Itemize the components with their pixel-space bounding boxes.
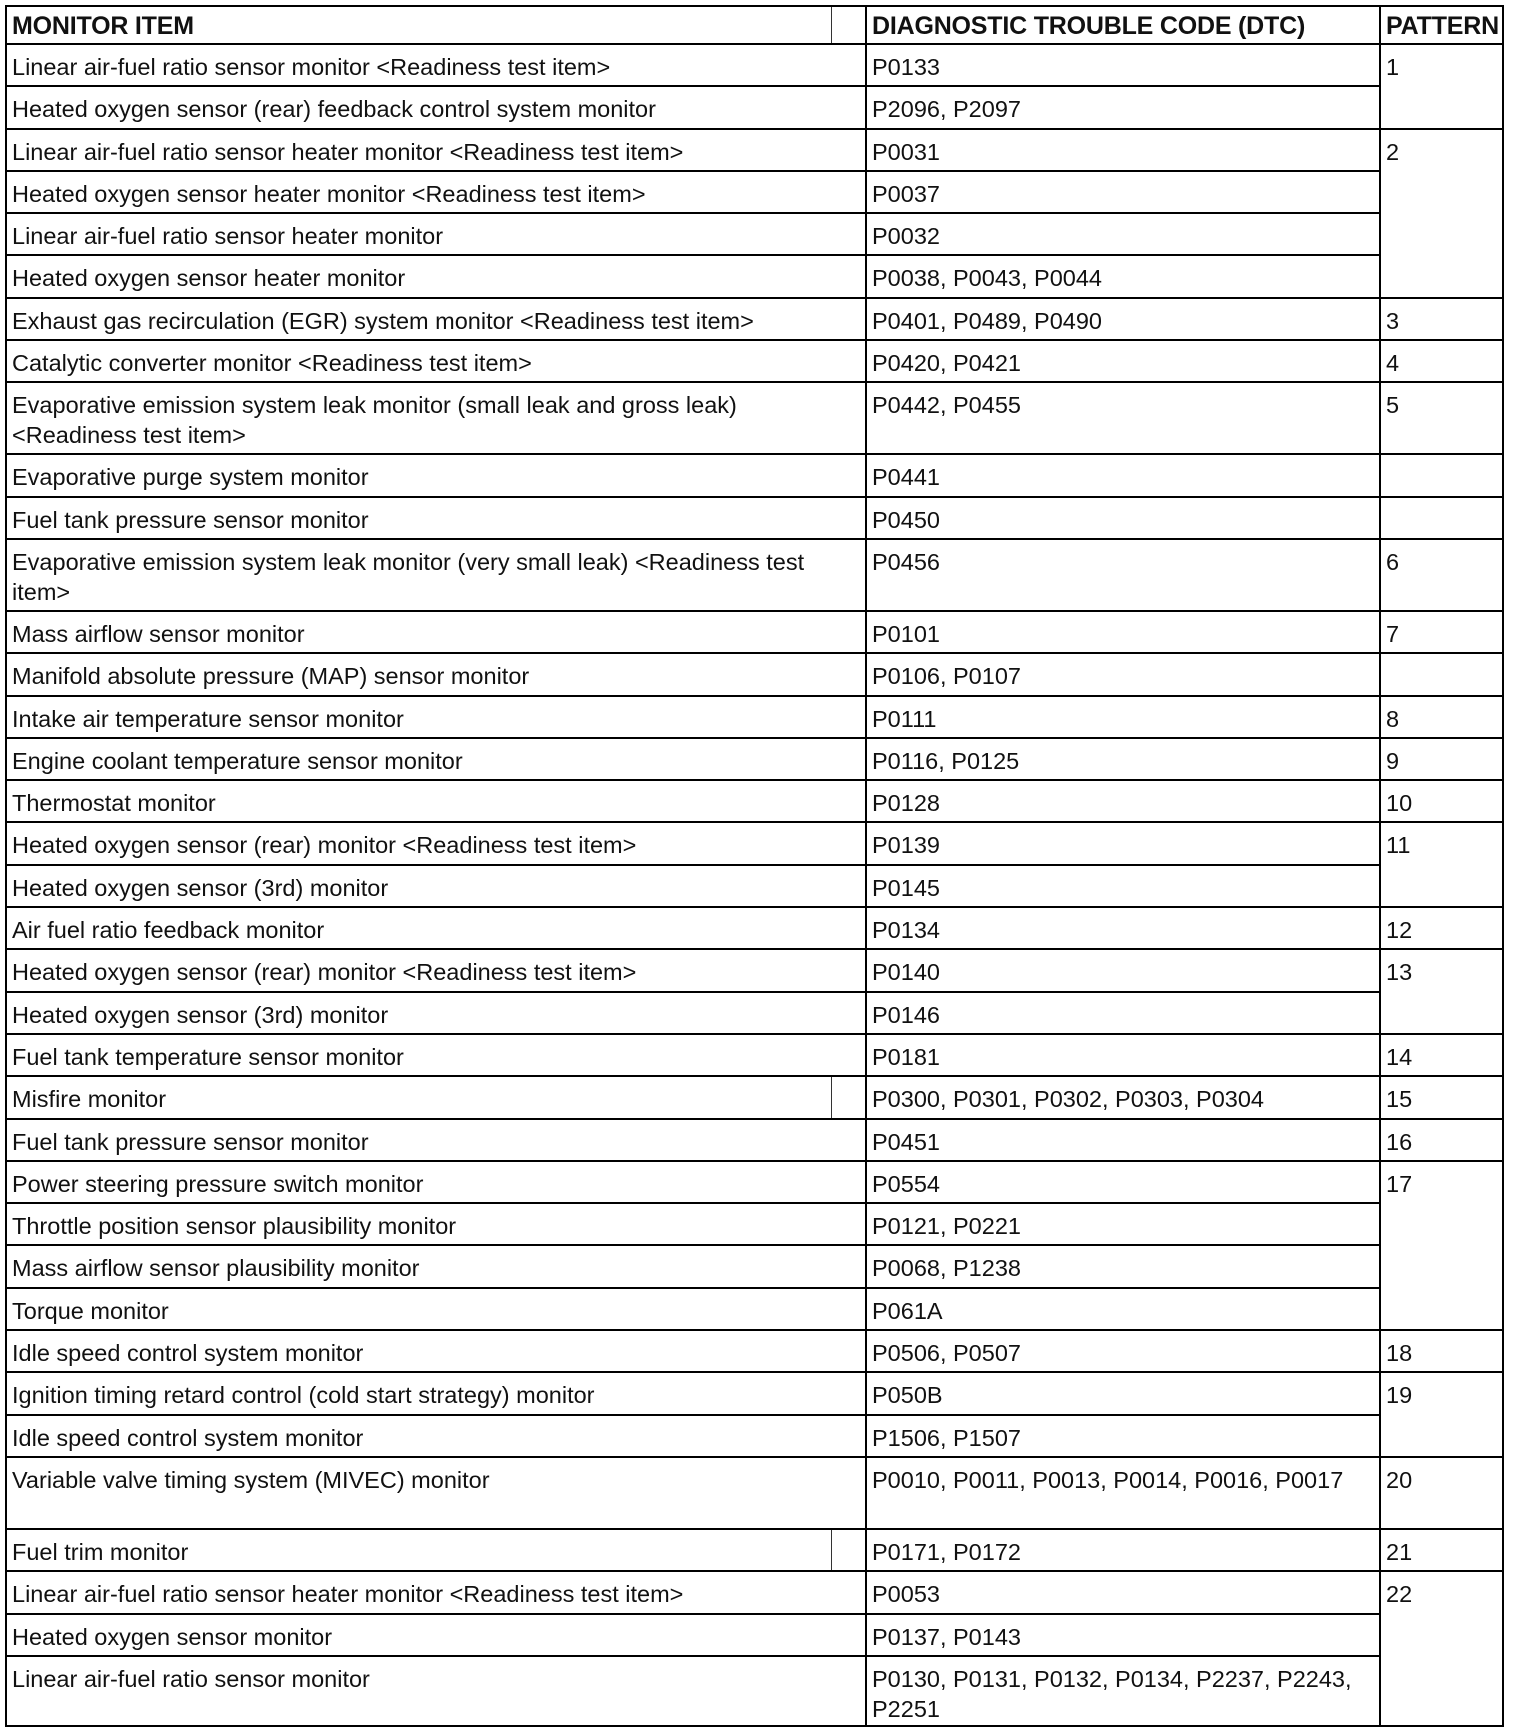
pattern-cell: 4	[1380, 340, 1502, 382]
monitor-item-cell	[7, 1203, 866, 1245]
dtc-cell: P0300, P0301, P0302, P0303, P0304	[866, 1076, 1380, 1118]
pattern-cell: 14	[1380, 1034, 1502, 1076]
dtc-cell: P0116, P0125	[866, 738, 1380, 780]
pattern-cell: 21	[1380, 1529, 1502, 1571]
monitor-item-text: Heated oxygen sensor (rear) monitor <Readiness test item>	[12, 959, 637, 986]
table-row	[7, 1245, 1502, 1287]
table-row	[7, 1119, 1502, 1161]
dtc-cell: P0451	[866, 1119, 1380, 1161]
table-row	[7, 1415, 1502, 1457]
table-row	[7, 1034, 1502, 1076]
monitor-item-text: Heated oxygen sensor (3rd) monitor	[12, 874, 389, 901]
dtc-cell: P0133	[866, 44, 1380, 86]
table-row	[7, 255, 1502, 297]
monitor-item-text: Heated oxygen sensor monitor	[12, 1623, 333, 1650]
table-row	[7, 1656, 1502, 1727]
monitor-item-text: Fuel tank temperature sensor monitor	[12, 1043, 404, 1070]
monitor-item-cell	[7, 1245, 866, 1287]
table-row	[7, 738, 1502, 780]
table-row	[7, 86, 1502, 128]
pattern-cell: 13	[1380, 949, 1502, 1034]
monitor-item-text: Exhaust gas recirculation (EGR) system monitor <Readiness test item>	[12, 307, 754, 334]
pattern-cell	[1380, 497, 1502, 539]
column-divider	[831, 1529, 832, 1571]
dtc-table-frame	[5, 5, 1504, 1727]
table-row	[7, 454, 1502, 496]
monitor-item-cell	[7, 298, 866, 340]
dtc-cell: P0441	[866, 454, 1380, 496]
dtc-cell: P0554	[866, 1161, 1380, 1203]
monitor-item-cell	[7, 1571, 866, 1613]
monitor-item-cell	[7, 1119, 866, 1161]
dtc-cell: P1506, P1507	[866, 1415, 1380, 1457]
monitor-item-cell	[7, 780, 866, 822]
monitor-item-cell	[7, 1529, 866, 1571]
table-row	[7, 213, 1502, 255]
table-row	[7, 1614, 1502, 1656]
column-divider	[831, 7, 832, 44]
pattern-cell: 20	[1380, 1457, 1502, 1529]
table-body	[7, 44, 1502, 1727]
monitor-item-text: Thermostat monitor	[12, 790, 216, 817]
pattern-cell: 12	[1380, 907, 1502, 949]
dtc-cell: P0038, P0043, P0044	[866, 255, 1380, 297]
monitor-item-cell	[7, 1372, 866, 1414]
monitor-item-text: Fuel tank pressure sensor monitor	[12, 506, 369, 533]
monitor-item-text: Fuel tank pressure sensor monitor	[12, 1128, 369, 1155]
monitor-item-cell	[7, 1076, 866, 1118]
monitor-item-text: Power steering pressure switch monitor	[12, 1170, 424, 1197]
dtc-table	[7, 7, 1502, 1727]
monitor-item-cell	[7, 822, 866, 864]
table-row	[7, 44, 1502, 86]
dtc-cell: P0121, P0221	[866, 1203, 1380, 1245]
monitor-item-text: Linear air-fuel ratio sensor monitor <Readiness test item>	[12, 54, 611, 80]
dtc-cell: P0506, P0507	[866, 1330, 1380, 1372]
dtc-cell: P0037	[866, 171, 1380, 213]
table-row	[7, 539, 1502, 611]
monitor-item-text: Misfire monitor	[12, 1086, 167, 1113]
monitor-item-text: Catalytic converter monitor <Readiness test item>	[12, 350, 532, 377]
pattern-cell: 3	[1380, 298, 1502, 340]
monitor-item-cell	[7, 1457, 866, 1529]
header-pattern: PATTERN	[1380, 7, 1502, 44]
monitor-item-text: Heated oxygen sensor (rear) feedback control system monitor	[12, 96, 656, 123]
dtc-cell: P0456	[866, 539, 1380, 611]
monitor-item-text: Torque monitor	[12, 1297, 169, 1324]
table-row	[7, 171, 1502, 213]
monitor-item-text: Air fuel ratio feedback monitor	[12, 917, 325, 944]
table-row	[7, 340, 1502, 382]
monitor-item-cell	[7, 1656, 866, 1727]
dtc-cell: P0031	[866, 129, 1380, 171]
monitor-item-cell	[7, 1614, 866, 1656]
monitor-item-cell	[7, 696, 866, 738]
header-row	[7, 7, 1502, 44]
monitor-item-text: Engine coolant temperature sensor monitor	[12, 747, 463, 774]
table-row	[7, 1203, 1502, 1245]
dtc-cell: P0111	[866, 696, 1380, 738]
pattern-cell: 6	[1380, 539, 1502, 611]
monitor-item-text: Idle speed control system monitor	[12, 1424, 364, 1451]
table-row	[7, 992, 1502, 1034]
dtc-cell: P0101	[866, 611, 1380, 653]
monitor-item-text: Ignition timing retard control (cold start strategy) monitor	[12, 1382, 595, 1409]
dtc-cell: P0134	[866, 907, 1380, 949]
table-row	[7, 1372, 1502, 1414]
table-row	[7, 1457, 1502, 1529]
table-row	[7, 497, 1502, 539]
monitor-item-text: Mass airflow sensor monitor	[12, 620, 305, 647]
monitor-item-cell	[7, 653, 866, 695]
dtc-cell: P0139	[866, 822, 1380, 864]
monitor-item-text: Manifold absolute pressure (MAP) sensor monitor	[12, 663, 530, 690]
dtc-cell: P0128	[866, 780, 1380, 822]
monitor-item-cell	[7, 129, 866, 171]
monitor-item-cell	[7, 1034, 866, 1076]
monitor-item-text: Heated oxygen sensor (3rd) monitor	[12, 1001, 389, 1028]
column-divider	[831, 1076, 832, 1118]
monitor-item-cell	[7, 213, 866, 255]
dtc-cell: P0010, P0011, P0013, P0014, P0016, P0017	[866, 1457, 1380, 1529]
monitor-item-cell	[7, 340, 866, 382]
pattern-cell: 1	[1380, 44, 1502, 129]
dtc-cell: P0171, P0172	[866, 1529, 1380, 1571]
monitor-item-text: Variable valve timing system (MIVEC) monitor	[12, 1466, 490, 1493]
monitor-item-text: Linear air-fuel ratio sensor monitor	[12, 1665, 370, 1692]
pattern-cell: 11	[1380, 822, 1502, 907]
pattern-cell: 7	[1380, 611, 1502, 653]
table-row	[7, 1529, 1502, 1571]
monitor-item-cell	[7, 539, 866, 611]
dtc-cell: P0032	[866, 213, 1380, 255]
table-row	[7, 780, 1502, 822]
table-row	[7, 653, 1502, 695]
dtc-cell: P0053	[866, 1571, 1380, 1613]
dtc-cell: P0130, P0131, P0132, P0134, P2237, P2243, P2251	[866, 1656, 1380, 1727]
dtc-cell: P0450	[866, 497, 1380, 539]
header-dtc: DIAGNOSTIC TROUBLE CODE (DTC)	[866, 7, 1380, 44]
table-row	[7, 907, 1502, 949]
table-row	[7, 1161, 1502, 1203]
pattern-cell: 10	[1380, 780, 1502, 822]
monitor-item-text: Evaporative purge system monitor	[12, 464, 369, 491]
header-monitor-label: MONITOR ITEM	[12, 12, 194, 40]
monitor-item-text: Linear air-fuel ratio sensor heater monitor <Readiness test item>	[12, 1581, 684, 1608]
monitor-item-cell	[7, 949, 866, 991]
monitor-item-text: Heated oxygen sensor heater monitor <Readiness test item>	[12, 180, 646, 207]
pattern-cell: 17	[1380, 1161, 1502, 1330]
pattern-cell: 2	[1380, 129, 1502, 298]
dtc-cell: P050B	[866, 1372, 1380, 1414]
monitor-item-text: Mass airflow sensor plausibility monitor	[12, 1255, 420, 1282]
pattern-cell	[1380, 454, 1502, 496]
dtc-cell: P0106, P0107	[866, 653, 1380, 695]
monitor-item-cell	[7, 44, 866, 86]
monitor-item-text: Fuel trim monitor	[12, 1538, 189, 1565]
monitor-item-text: Linear air-fuel ratio sensor heater monitor <Readiness test item>	[12, 138, 684, 165]
header-monitor-item	[7, 7, 866, 44]
monitor-item-cell	[7, 1330, 866, 1372]
monitor-item-cell	[7, 1415, 866, 1457]
table-row	[7, 696, 1502, 738]
dtc-cell: P061A	[866, 1288, 1380, 1330]
dtc-cell: P0401, P0489, P0490	[866, 298, 1380, 340]
table-row	[7, 129, 1502, 171]
dtc-cell: P0140	[866, 949, 1380, 991]
dtc-cell: P0420, P0421	[866, 340, 1380, 382]
dtc-cell: P0442, P0455	[866, 382, 1380, 454]
monitor-item-cell	[7, 738, 866, 780]
table-row	[7, 382, 1502, 454]
monitor-item-text: Idle speed control system monitor	[12, 1340, 364, 1367]
monitor-item-text: Linear air-fuel ratio sensor heater monitor	[12, 223, 444, 250]
pattern-cell: 22	[1380, 1571, 1502, 1727]
monitor-item-cell	[7, 865, 866, 907]
table-row	[7, 1288, 1502, 1330]
monitor-item-text: Evaporative emission system leak monitor (small leak and gross leak) <Readiness test item>	[12, 392, 737, 449]
monitor-item-text: Heated oxygen sensor heater monitor	[12, 265, 406, 292]
dtc-cell: P0137, P0143	[866, 1614, 1380, 1656]
monitor-item-cell	[7, 992, 866, 1034]
pattern-cell: 8	[1380, 696, 1502, 738]
monitor-item-cell	[7, 382, 866, 454]
dtc-cell: P0068, P1238	[866, 1245, 1380, 1287]
monitor-item-text: Intake air temperature sensor monitor	[12, 705, 404, 732]
pattern-cell	[1380, 653, 1502, 695]
monitor-item-cell	[7, 86, 866, 128]
table-row	[7, 611, 1502, 653]
pattern-cell: 16	[1380, 1119, 1502, 1161]
dtc-cell: P0181	[866, 1034, 1380, 1076]
monitor-item-cell	[7, 1288, 866, 1330]
table-row	[7, 298, 1502, 340]
monitor-item-cell	[7, 255, 866, 297]
table-row	[7, 822, 1502, 864]
table-row	[7, 1076, 1502, 1118]
monitor-item-cell	[7, 1161, 866, 1203]
pattern-cell: 5	[1380, 382, 1502, 454]
dtc-cell: P0146	[866, 992, 1380, 1034]
pattern-cell: 18	[1380, 1330, 1502, 1372]
pattern-cell: 9	[1380, 738, 1502, 780]
monitor-item-cell	[7, 454, 866, 496]
table-row	[7, 1330, 1502, 1372]
pattern-cell: 15	[1380, 1076, 1502, 1118]
monitor-item-cell	[7, 611, 866, 653]
table-row	[7, 949, 1502, 991]
pattern-cell: 19	[1380, 1372, 1502, 1457]
monitor-item-text: Throttle position sensor plausibility monitor	[12, 1213, 457, 1240]
table-row	[7, 865, 1502, 907]
dtc-cell: P0145	[866, 865, 1380, 907]
table-row	[7, 1571, 1502, 1613]
monitor-item-cell	[7, 497, 866, 539]
dtc-cell: P2096, P2097	[866, 86, 1380, 128]
monitor-item-text: Heated oxygen sensor (rear) monitor <Readiness test item>	[12, 832, 637, 859]
monitor-item-cell	[7, 171, 866, 213]
monitor-item-cell	[7, 907, 866, 949]
monitor-item-text: Evaporative emission system leak monitor (very small leak) <Readiness test item>	[12, 548, 805, 605]
